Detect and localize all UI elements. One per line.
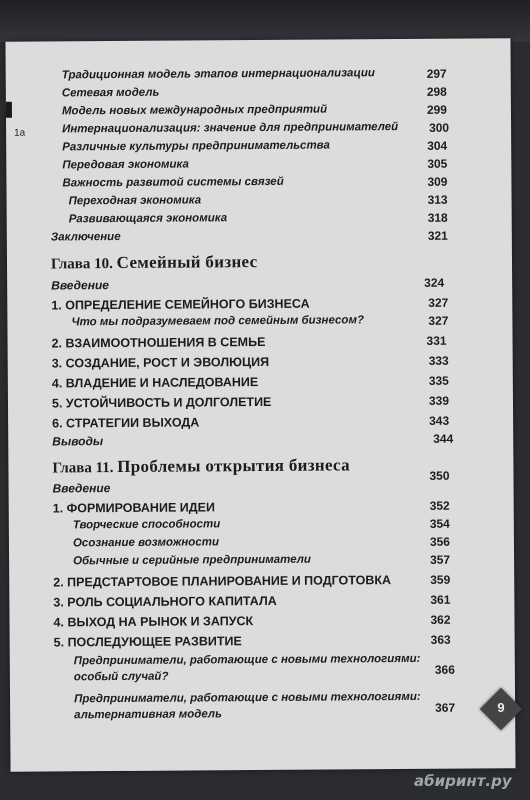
toc-entry: Развивающаяся экономика 318: [68, 210, 448, 226]
section-entry: 3. СОЗДАНИЕ, РОСТ И ЭВОЛЮЦИЯ 333: [51, 353, 449, 371]
subsection-entry: Что мы подразумеваем под семейным бизнесом? 327: [71, 313, 449, 329]
chapter-10-heading: Глава 10. Семейный бизнес: [50, 252, 258, 273]
chapter-11-intro: Введение 350: [52, 468, 450, 496]
section-entry: 4. ВЛАДЕНИЕ И НАСЛЕДОВАНИЕ 335: [51, 373, 449, 391]
subsection-entry: Предприниматели, работающие с новыми технологиями:: [74, 690, 421, 706]
section-entry: 1. ОПРЕДЕЛЕНИЕ СЕМЕЙНОГО БИЗНЕСА 327: [51, 295, 449, 313]
toc-entry: Модель новых международных предприятий 299: [61, 102, 447, 118]
section-entry: 4. ВЫХОД НА РЫНОК И ЗАПУСК 362: [53, 612, 451, 630]
toc-entry: Интернационализация: значение для предпринимателей 300: [62, 120, 450, 136]
chapter-10-conclusion: Выводы 344: [52, 431, 454, 449]
toc-entry: Передовая экономика 305: [62, 156, 448, 172]
subsection-entry-cont: особый случай? 366: [73, 662, 455, 684]
watermark: абиринт.ру: [414, 772, 512, 790]
section-entry: 3. РОЛЬ СОЦИАЛЬНОГО КАПИТАЛА 361: [53, 592, 451, 610]
page-number: 9: [497, 700, 505, 715]
book-shadow: [0, 0, 530, 42]
section-entry: 2. ПРЕДСТАРТОВОЕ ПЛАНИРОВАНИЕ И ПОДГОТОВКА 359: [53, 572, 451, 590]
toc-entry: Сетевая модель 298: [61, 84, 447, 100]
toc-entry: Важность развитой системы связей 309: [62, 174, 448, 190]
subsection-entry: Осознание возможности 356: [72, 534, 451, 550]
margin-mark: 1а: [14, 127, 26, 139]
section-entry: 1. ФОРМИРОВАНИЕ ИДЕИ 352: [52, 498, 450, 516]
section-entry: 2. ВЗАИМООТНОШЕНИЯ В СЕМЬЕ 331: [51, 333, 447, 351]
subsection-entry: Обычные и серийные предприниматели 357: [73, 552, 451, 568]
chapter-11-heading: Глава 11. Проблемы открытия бизнеса: [52, 455, 350, 477]
subsection-entry: Творческие способности 354: [72, 516, 450, 532]
chapter-10-intro: Введение 324: [51, 275, 445, 293]
subsection-entry-cont: альтернативная модель 367: [74, 700, 456, 722]
section-entry: 6. СТРАТЕГИИ ВЫХОДА 343: [52, 413, 450, 431]
toc-entry: Переходная экономика 313: [68, 192, 448, 208]
toc-conclusion: Заключение 321: [50, 228, 448, 244]
margin-bar: [6, 102, 12, 118]
subsection-entry: Предприниматели, работающие с новыми технологиями:: [73, 652, 421, 668]
toc-entry: Различные культуры предпринимательства 304: [62, 138, 448, 154]
section-entry: 5. УСТОЙЧИВОСТЬ И ДОЛГОЛЕТИЕ 339: [51, 393, 450, 411]
section-entry: 5. ПОСЛЕДУЮЩЕЕ РАЗВИТИЕ 363: [53, 632, 451, 650]
toc-entry: Традиционная модель этапов интернационализации 297: [61, 66, 447, 82]
book-page: [5, 38, 515, 772]
